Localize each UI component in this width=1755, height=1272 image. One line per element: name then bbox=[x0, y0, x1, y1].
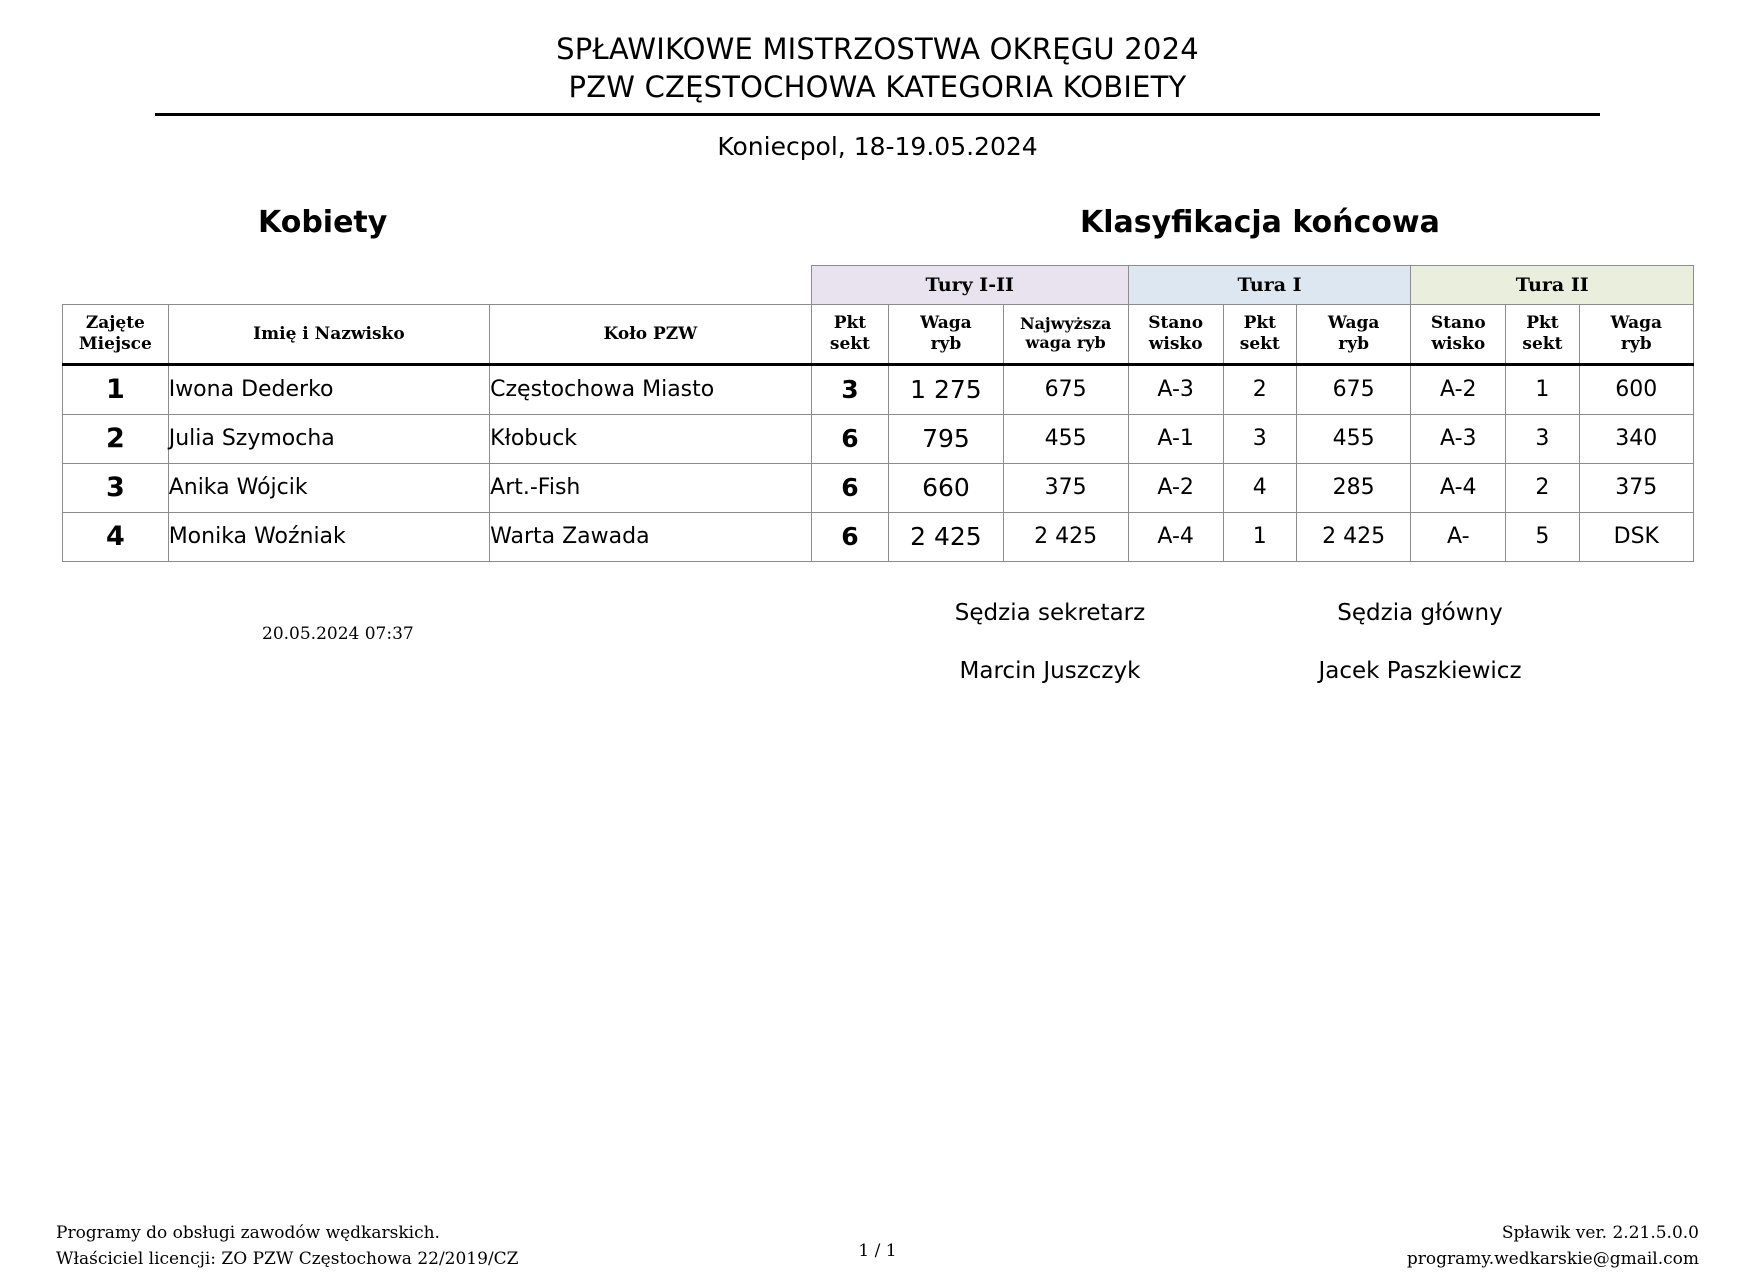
cell-club: Warta Zawada bbox=[490, 512, 811, 561]
cell-t1-pkt: 2 bbox=[1223, 364, 1296, 414]
cell-t1-stanowisko: A-1 bbox=[1128, 414, 1223, 463]
footer-right bbox=[1407, 1221, 1699, 1272]
col-header-t1-waga bbox=[1296, 304, 1410, 364]
results-table-body bbox=[63, 364, 1694, 561]
cell-place: 2 bbox=[63, 414, 169, 463]
col-header-place-line1: Zajęte bbox=[63, 313, 168, 333]
cell-t1-stanowisko: A-4 bbox=[1128, 512, 1223, 561]
table-group-header-row bbox=[63, 265, 1694, 304]
results-table bbox=[62, 265, 1694, 562]
group-tura-i: Tura I bbox=[1128, 265, 1411, 304]
cell-t1-stanowisko: A-2 bbox=[1128, 463, 1223, 512]
col-header-place-line2: Miejsce bbox=[63, 334, 168, 354]
secretary-name: Marcin Juszczyk bbox=[930, 658, 1170, 684]
cell-waga-total: 795 bbox=[889, 414, 1003, 463]
cell-t1-pkt: 4 bbox=[1223, 463, 1296, 512]
cell-t2-stanowisko: A- bbox=[1411, 512, 1506, 561]
cell-name: Anika Wójcik bbox=[168, 463, 489, 512]
cell-najwyzsza-waga: 675 bbox=[1003, 364, 1128, 414]
col-header-name: Imię i Nazwisko bbox=[168, 304, 489, 364]
col-header-pkt-sekt-total bbox=[811, 304, 889, 364]
cell-t2-pkt: 1 bbox=[1506, 364, 1579, 414]
title-line-1: SPŁAWIKOWE MISTRZOSTWA OKRĘGU 2024 bbox=[0, 30, 1755, 68]
col-header-t2-waga-line1: Waga bbox=[1580, 313, 1693, 333]
main-judge-name: Jacek Paszkiewicz bbox=[1300, 658, 1540, 684]
cell-najwyzsza-waga: 2 425 bbox=[1003, 512, 1128, 561]
cell-t1-waga: 675 bbox=[1296, 364, 1410, 414]
cell-t1-pkt: 3 bbox=[1223, 414, 1296, 463]
event-location-date: Koniecpol, 18-19.05.2024 bbox=[0, 132, 1755, 161]
print-timestamp: 20.05.2024 07:37 bbox=[262, 624, 414, 644]
col-header-t2-stan-line2: wisko bbox=[1411, 334, 1505, 354]
col-header-pkt-line1: Pkt bbox=[812, 313, 889, 333]
cell-waga-total: 660 bbox=[889, 463, 1003, 512]
cell-name: Julia Szymocha bbox=[168, 414, 489, 463]
cell-place: 4 bbox=[63, 512, 169, 561]
main-judge-signature bbox=[1300, 600, 1540, 684]
col-header-t1-stanowisko bbox=[1128, 304, 1223, 364]
table-header-row bbox=[63, 304, 1694, 364]
col-header-waga-line2: ryb bbox=[889, 334, 1002, 354]
table-row bbox=[63, 463, 1694, 512]
document-header bbox=[0, 0, 1755, 107]
cell-t1-waga: 455 bbox=[1296, 414, 1410, 463]
group-tura-ii: Tura II bbox=[1411, 265, 1694, 304]
title-line-2: PZW CZĘSTOCHOWA KATEGORIA KOBIETY bbox=[0, 68, 1755, 106]
cell-najwyzsza-waga: 375 bbox=[1003, 463, 1128, 512]
cell-club: Kłobuck bbox=[490, 414, 811, 463]
col-header-t1-stan-line1: Stano bbox=[1129, 313, 1223, 333]
cell-t1-waga: 2 425 bbox=[1296, 512, 1410, 561]
col-header-t2-pkt bbox=[1506, 304, 1579, 364]
cell-pkt-total: 3 bbox=[811, 364, 889, 414]
col-header-najwyzsza-line2: waga ryb bbox=[1004, 334, 1128, 353]
category-heading: Kobiety bbox=[258, 205, 387, 240]
cell-t1-pkt: 1 bbox=[1223, 512, 1296, 561]
main-judge-role: Sędzia główny bbox=[1300, 600, 1540, 626]
col-header-najwyzsza-line1: Najwyższa bbox=[1004, 315, 1128, 334]
cell-pkt-total: 6 bbox=[811, 512, 889, 561]
footer-version: Spławik ver. 2.21.5.0.0 bbox=[1407, 1221, 1699, 1247]
cell-t2-waga: 340 bbox=[1579, 414, 1693, 463]
cell-t1-waga: 285 bbox=[1296, 463, 1410, 512]
cell-waga-total: 2 425 bbox=[889, 512, 1003, 561]
group-empty bbox=[63, 265, 812, 304]
table-row bbox=[63, 364, 1694, 414]
cell-place: 3 bbox=[63, 463, 169, 512]
cell-club: Art.-Fish bbox=[490, 463, 811, 512]
col-header-t2-pkt-line2: sekt bbox=[1506, 334, 1578, 354]
secretary-signature bbox=[930, 600, 1170, 684]
section-headings bbox=[0, 205, 1755, 261]
col-header-t1-pkt-line1: Pkt bbox=[1224, 313, 1296, 333]
col-header-t2-pkt-line1: Pkt bbox=[1506, 313, 1578, 333]
cell-pkt-total: 6 bbox=[811, 463, 889, 512]
footer-left-line2: Właściciel licencji: ZO PZW Częstochowa 22/2019/CZ bbox=[56, 1247, 519, 1272]
cell-name: Iwona Dederko bbox=[168, 364, 489, 414]
col-header-t1-stan-line2: wisko bbox=[1129, 334, 1223, 354]
group-tury-i-ii: Tury I-II bbox=[811, 265, 1128, 304]
col-header-place bbox=[63, 304, 169, 364]
table-row bbox=[63, 512, 1694, 561]
col-header-t1-waga-line2: ryb bbox=[1297, 334, 1410, 354]
classification-heading: Klasyfikacja końcowa bbox=[1080, 205, 1440, 240]
col-header-t1-pkt bbox=[1223, 304, 1296, 364]
cell-club: Częstochowa Miasto bbox=[490, 364, 811, 414]
cell-t2-waga: 600 bbox=[1579, 364, 1693, 414]
footer-left-line1: Programy do obsługi zawodów wędkarskich. bbox=[56, 1221, 519, 1247]
cell-t2-pkt: 5 bbox=[1506, 512, 1579, 561]
secretary-role: Sędzia sekretarz bbox=[930, 600, 1170, 626]
footer-page-number: 1 / 1 bbox=[0, 1241, 1755, 1261]
signature-area bbox=[0, 588, 1755, 708]
col-header-t1-pkt-line2: sekt bbox=[1224, 334, 1296, 354]
col-header-pkt-line2: sekt bbox=[812, 334, 889, 354]
col-header-t2-stan-line1: Stano bbox=[1411, 313, 1505, 333]
cell-t2-waga: DSK bbox=[1579, 512, 1693, 561]
cell-waga-total: 1 275 bbox=[889, 364, 1003, 414]
cell-place: 1 bbox=[63, 364, 169, 414]
cell-t2-waga: 375 bbox=[1579, 463, 1693, 512]
col-header-t1-waga-line1: Waga bbox=[1297, 313, 1410, 333]
col-header-t2-waga-line2: ryb bbox=[1580, 334, 1693, 354]
col-header-najwyzsza-waga bbox=[1003, 304, 1128, 364]
cell-t2-stanowisko: A-4 bbox=[1411, 463, 1506, 512]
cell-t1-stanowisko: A-3 bbox=[1128, 364, 1223, 414]
col-header-t2-waga bbox=[1579, 304, 1693, 364]
footer-email: programy.wedkarskie@gmail.com bbox=[1407, 1247, 1699, 1272]
header-divider bbox=[155, 113, 1600, 116]
col-header-t2-stanowisko bbox=[1411, 304, 1506, 364]
col-header-waga-total bbox=[889, 304, 1003, 364]
cell-t2-stanowisko: A-2 bbox=[1411, 364, 1506, 414]
cell-t2-pkt: 2 bbox=[1506, 463, 1579, 512]
cell-t2-stanowisko: A-3 bbox=[1411, 414, 1506, 463]
results-table-wrap bbox=[62, 265, 1693, 562]
col-header-waga-line1: Waga bbox=[889, 313, 1002, 333]
table-row bbox=[63, 414, 1694, 463]
cell-name: Monika Woźniak bbox=[168, 512, 489, 561]
cell-t2-pkt: 3 bbox=[1506, 414, 1579, 463]
col-header-club: Koło PZW bbox=[490, 304, 811, 364]
cell-pkt-total: 6 bbox=[811, 414, 889, 463]
cell-najwyzsza-waga: 455 bbox=[1003, 414, 1128, 463]
